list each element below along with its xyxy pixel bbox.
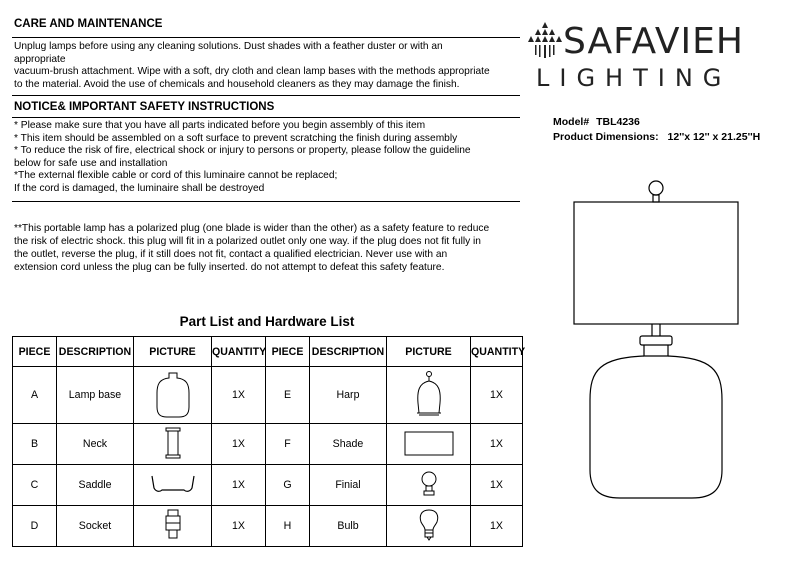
header-description: DESCRIPTION — [57, 337, 134, 367]
table-header-row — [13, 337, 523, 367]
header-picture: PICTURE — [134, 337, 212, 367]
parts-table — [12, 336, 526, 547]
care-line: appropriate — [14, 53, 66, 65]
table-row — [13, 465, 523, 506]
model-line — [553, 116, 640, 128]
picture-cell — [387, 465, 471, 506]
table-row — [13, 424, 523, 465]
quantity-cell: 1X — [471, 506, 523, 547]
plug-line: extension cord unless the plug can be fully inserted. do not attempt to defeat this safety feature. — [14, 262, 445, 273]
care-heading: CARE AND MAINTENANCE — [14, 18, 163, 30]
picture-cell — [134, 465, 212, 506]
table-row — [13, 367, 523, 424]
lamp-base-icon — [153, 369, 193, 419]
plug-text — [14, 222, 526, 274]
shade-icon — [402, 428, 456, 458]
quantity-cell: 1X — [212, 465, 266, 506]
care-line: vacuum-brush attachment. Wipe with a soft, dry cloth and clean lamp bases with the methods appropriate — [14, 66, 490, 78]
quantity-cell: 1X — [471, 424, 523, 465]
quantity-cell: 1X — [471, 367, 523, 424]
safavieh-logo-icon — [527, 20, 563, 58]
quantity-cell: 1X — [212, 367, 266, 424]
notice-heading: NOTICE& IMPORTANT SAFETY INSTRUCTIONS — [14, 101, 275, 113]
plug-line: the outlet, reverse the plug, if it still does not fit, contact a qualified electrician. Never use with an — [14, 249, 448, 260]
header-picture: PICTURE — [387, 337, 471, 367]
socket-icon — [161, 508, 185, 542]
care-line: Unplug lamps before using any cleaning solutions. Dust shades with a feather duster or with an — [14, 41, 443, 52]
quantity-cell: 1X — [212, 424, 266, 465]
finial-shape — [649, 181, 663, 195]
lamp-drawing — [560, 170, 760, 560]
description-cell: Lamp base — [57, 367, 134, 424]
notice-text — [14, 120, 524, 196]
header-quantity: QUANTITY — [212, 337, 266, 367]
piece-cell: A — [13, 367, 57, 424]
description-cell: Bulb — [310, 506, 387, 547]
header-quantity: QUANTITY — [471, 337, 523, 367]
dimensions-label: Product Dimensions: — [553, 131, 659, 143]
picture-cell — [387, 424, 471, 465]
divider — [12, 201, 520, 202]
description-cell: Harp — [310, 367, 387, 424]
base-shape — [590, 356, 722, 498]
care-text — [14, 41, 524, 91]
description-cell: Finial — [310, 465, 387, 506]
picture-cell — [387, 367, 471, 424]
description-cell: Shade — [310, 424, 387, 465]
piece-cell: C — [13, 465, 57, 506]
parts-title: Part List and Hardware List — [179, 314, 355, 329]
dimensions-value: 12''x 12'' x 21.25''H — [667, 131, 761, 143]
notice-line: If the cord is damaged, the luminaire shall be destroyed — [14, 182, 265, 194]
bulb-icon — [417, 508, 441, 542]
saddle-icon — [148, 470, 198, 498]
model-label: Model# — [553, 116, 590, 128]
piece-cell: D — [13, 506, 57, 547]
piece-cell: E — [266, 367, 310, 424]
divider — [12, 117, 520, 118]
header-piece: PIECE — [266, 337, 310, 367]
piece-cell: G — [266, 465, 310, 506]
description-cell: Socket — [57, 506, 134, 547]
picture-cell — [134, 424, 212, 465]
table-row — [13, 506, 523, 547]
dimensions-line — [553, 131, 760, 143]
brand-name: SAFAVIEH — [563, 21, 744, 62]
description-cell: Saddle — [57, 465, 134, 506]
description-cell: Neck — [57, 424, 134, 465]
care-line: to the material. Avoid the use of chemicals and household cleaners as they may damage the finish. — [14, 78, 460, 90]
plug-line: the risk of electric shock. this plug will fit in a polarized outlet only one way. if the plug does not fit fully in — [14, 236, 481, 247]
notice-line: * To reduce the risk of fire, electrical shock or injury to persons or property, please follow the guideline — [14, 145, 471, 157]
header-piece: PIECE — [13, 337, 57, 367]
brand-sub: LIGHTING — [536, 64, 732, 92]
piece-cell: H — [266, 506, 310, 547]
neck-icon — [158, 426, 188, 460]
shade-shape — [574, 202, 738, 324]
notice-line: *The external flexible cable or cord of this luminaire cannot be replaced; — [14, 170, 338, 182]
divider — [12, 37, 520, 38]
piece-cell: F — [266, 424, 310, 465]
picture-cell — [387, 506, 471, 547]
model-value: TBL4236 — [596, 116, 640, 128]
notice-line: * This item should be assembled on a soft surface to prevent scratching the finish during assembly — [14, 132, 458, 144]
notice-line: * Please make sure that you have all parts indicated before you begin assembly of this item — [14, 120, 426, 131]
header-description: DESCRIPTION — [310, 337, 387, 367]
quantity-cell: 1X — [471, 465, 523, 506]
finial-icon — [417, 469, 441, 499]
picture-cell — [134, 367, 212, 424]
notice-line: below for safe use and installation — [14, 157, 168, 169]
piece-cell: B — [13, 424, 57, 465]
harp-icon — [409, 369, 449, 419]
quantity-cell: 1X — [212, 506, 266, 547]
divider — [12, 95, 520, 96]
plug-line: **This portable lamp has a polarized plug (one blade is wider than the other) as a safety feature to reduce — [14, 223, 490, 234]
picture-cell — [134, 506, 212, 547]
